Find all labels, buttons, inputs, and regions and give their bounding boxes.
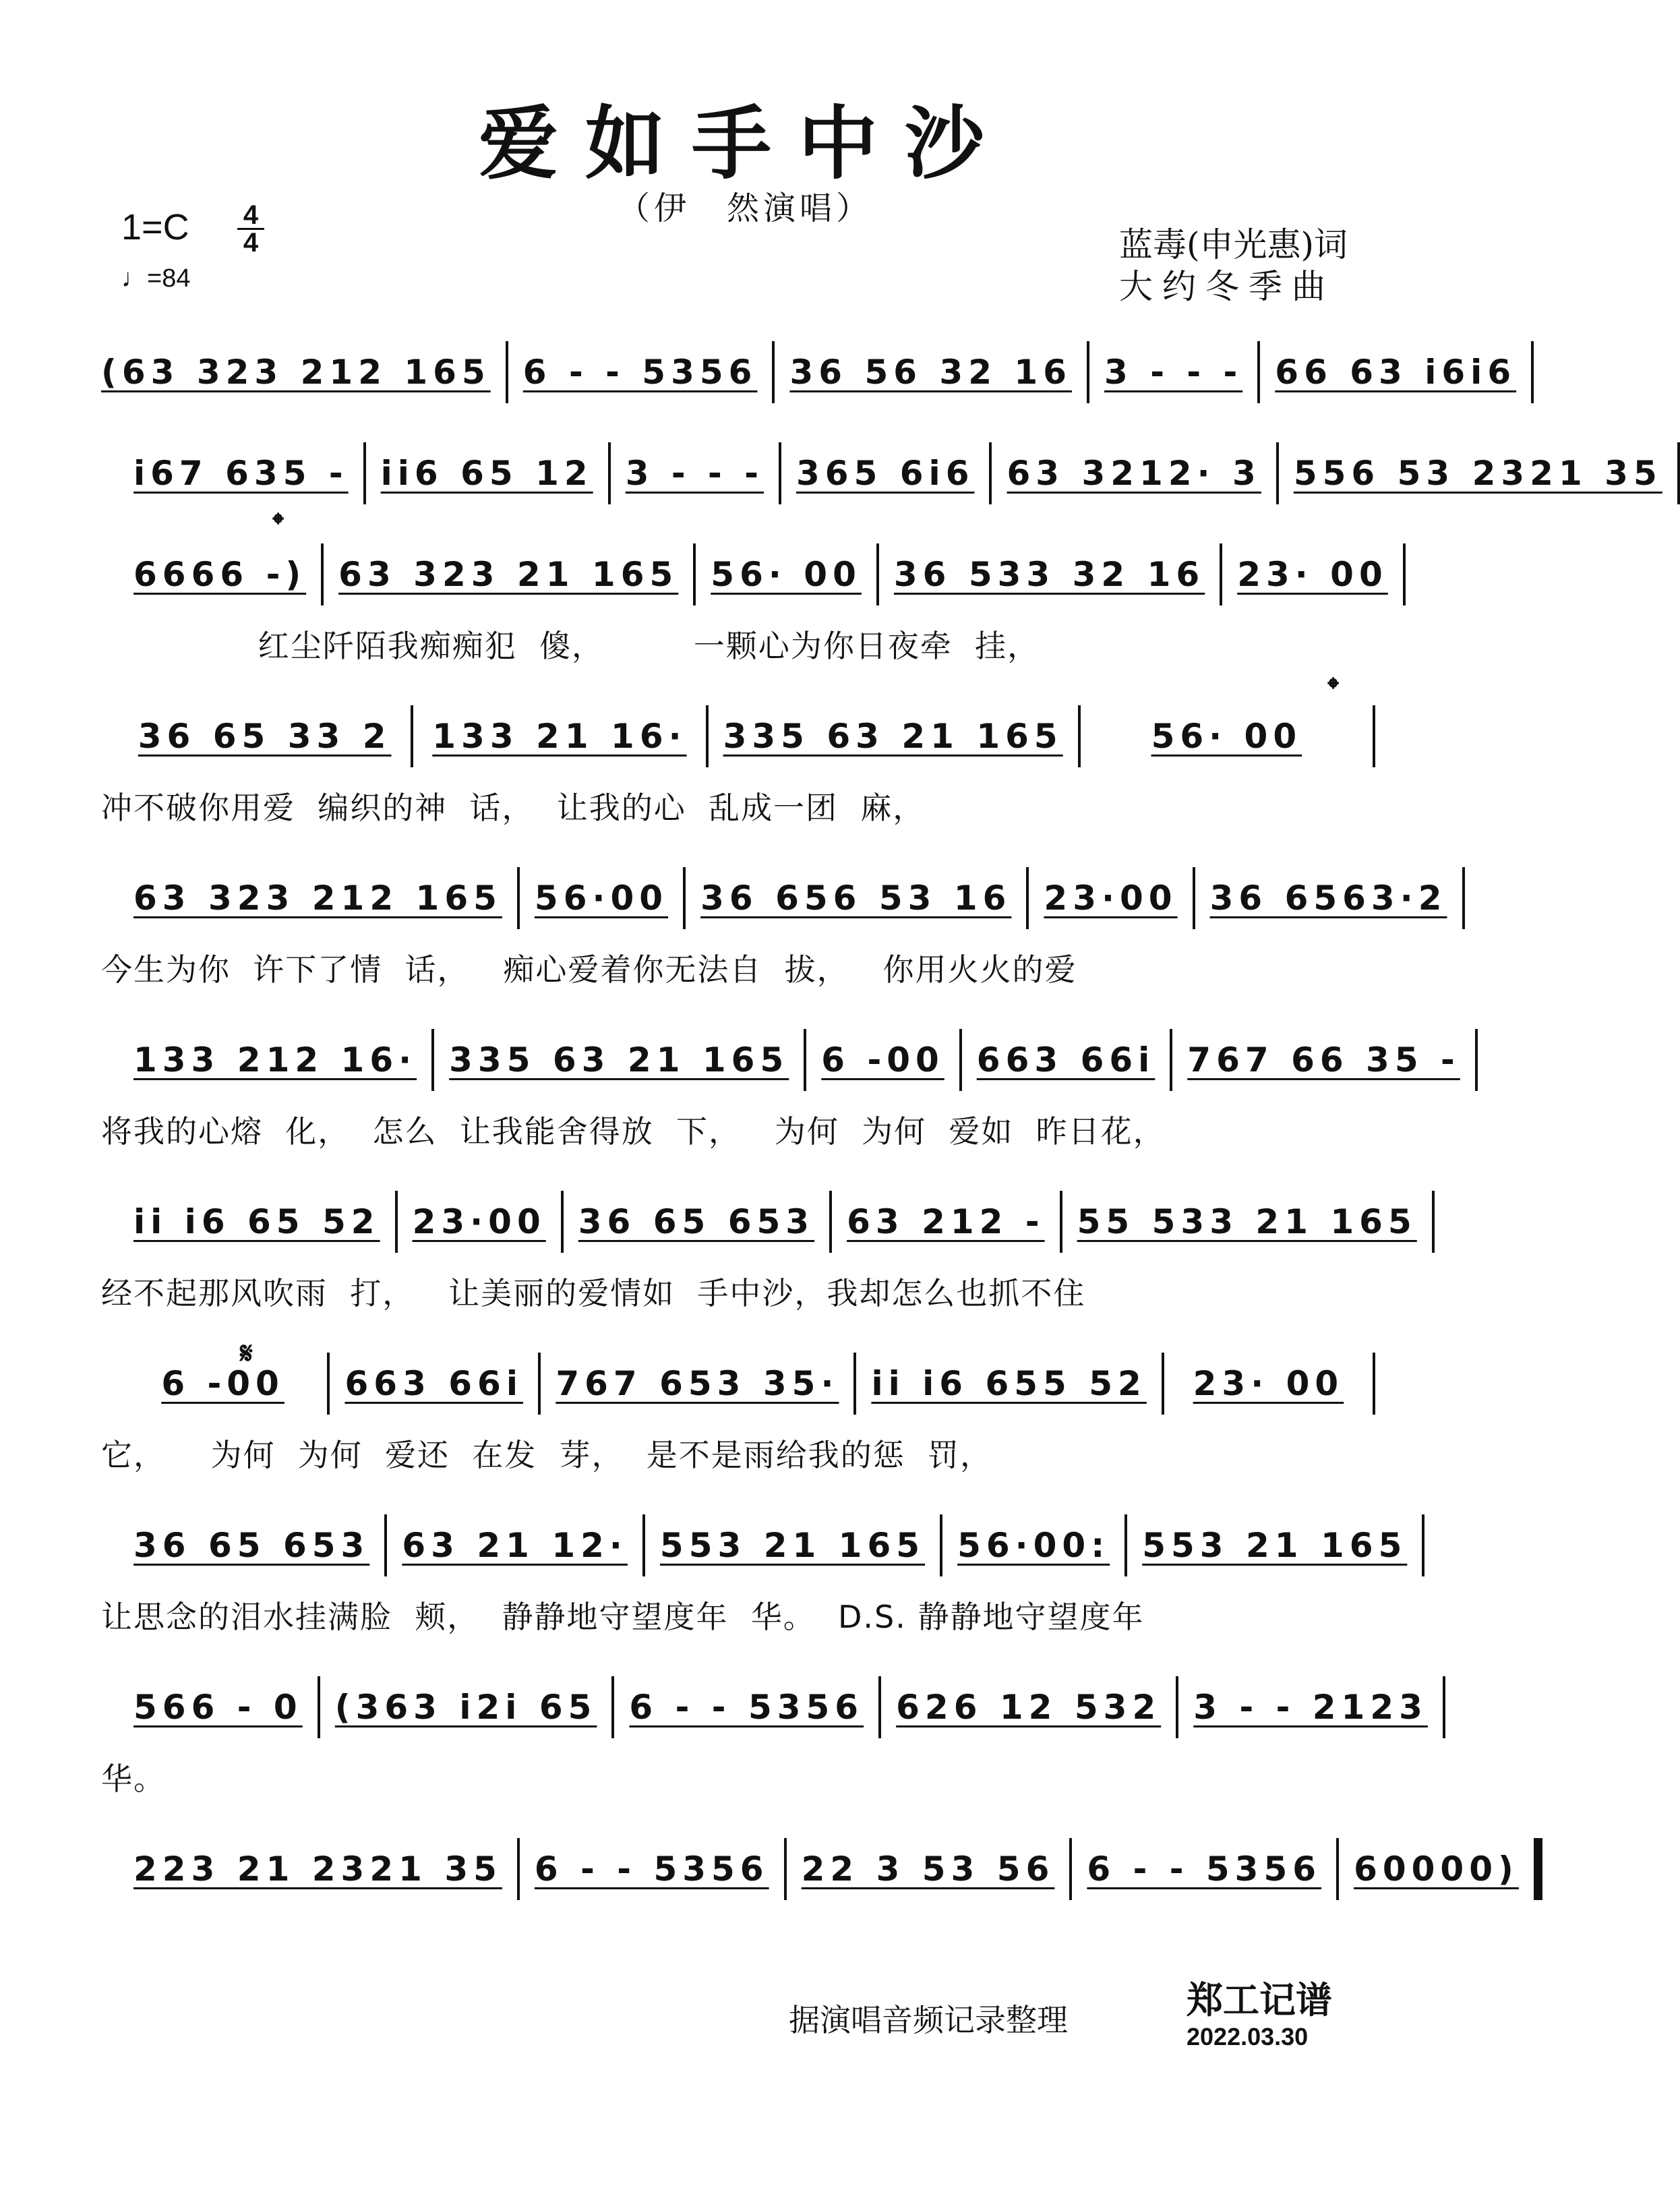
measure: 56·00 <box>534 879 669 918</box>
barline <box>642 1514 645 1576</box>
notation-row <box>101 445 1662 502</box>
measure: 22 3 53 56 <box>801 1850 1055 1889</box>
measure: 60000) <box>1354 1850 1519 1889</box>
measure: 767 653 35· <box>556 1364 839 1403</box>
notation-row <box>101 344 1517 401</box>
page-title: 爱如手中沙 <box>478 96 1011 190</box>
barline <box>683 867 686 929</box>
barline <box>1170 1029 1172 1091</box>
measure: ii6 65 12 <box>380 454 593 493</box>
barline <box>321 543 324 605</box>
measure: 36 65 33 2 <box>138 717 392 756</box>
measure: 6 - - 5356 <box>534 1850 769 1889</box>
measure: 63 21 12· <box>402 1526 628 1565</box>
measure: 566 - 0 <box>133 1688 303 1727</box>
measure: ii i6 65 52 <box>133 1202 380 1241</box>
final-barline <box>1534 1838 1542 1900</box>
time-signature-numerator: 4 <box>237 202 264 230</box>
barline <box>1220 543 1222 605</box>
lyrics-line: 将我的心熔 化， 怎么 让我能舍得放 下， 为何 为何 爱如 昨日花， <box>101 1113 1166 1150</box>
measure: 335 63 21 165 <box>449 1040 789 1080</box>
barline <box>829 1191 832 1253</box>
barline <box>517 867 520 929</box>
barline <box>561 1191 564 1253</box>
notation-row <box>101 1841 1519 1897</box>
barline <box>1257 341 1260 403</box>
lyrics-line: 冲不破你用爱 编织的神 话， 让我的心 乱成一团 麻， <box>101 790 926 826</box>
notation-row <box>101 546 1390 603</box>
transcription-note: 据演唱音频记录整理 <box>789 2002 1068 2038</box>
barline <box>853 1353 856 1415</box>
barline <box>1124 1514 1127 1576</box>
measure: 56·00: <box>957 1526 1110 1565</box>
barline <box>611 1676 614 1738</box>
measure: 63 3212· 3 <box>1007 454 1261 493</box>
measure: 6666 -) <box>133 555 307 594</box>
key-signature: 1=C <box>121 207 189 247</box>
measure: 6 - - 5356 <box>629 1688 864 1727</box>
measure: 36 6563·2 <box>1209 879 1447 918</box>
measure: 663 66i <box>344 1364 523 1403</box>
coda-icon-2: 𝄌 <box>1328 672 1339 706</box>
measure: 3 - - - <box>625 454 764 493</box>
measure: ii i6 655 52 <box>871 1364 1147 1403</box>
measure: 3 - - 2123 <box>1193 1688 1428 1727</box>
measure: 553 21 165 <box>1142 1526 1408 1565</box>
credits <box>1119 224 1348 307</box>
transcription-date: 2022.03.30 <box>1187 2023 1309 2050</box>
barline <box>318 1676 320 1738</box>
barline <box>538 1353 541 1415</box>
barline <box>1475 1029 1478 1091</box>
barline <box>431 1029 434 1091</box>
measure: 553 21 165 <box>659 1526 926 1565</box>
measure: 23·00 <box>1044 879 1178 918</box>
lyrics-line: 华。 <box>101 1761 166 1797</box>
barline <box>384 1514 387 1576</box>
measure: 133 212 16· <box>133 1040 417 1080</box>
lyricist: 蓝毒(申光惠)词 <box>1119 225 1348 264</box>
measure: 55 533 21 165 <box>1077 1202 1417 1241</box>
segno-icon: 𝄋 <box>240 1336 253 1371</box>
measure: 6 - - 5356 <box>522 353 758 392</box>
notation-row <box>101 1517 1408 1574</box>
measure: 56· 00 <box>1151 717 1302 756</box>
lyrics-line: 让思念的泪水挂满脸 颊， 静静地守望度年 华。 D.S. 静静地守望度年 <box>101 1599 1145 1635</box>
notation-row <box>101 1193 1417 1250</box>
notation-row <box>101 1679 1428 1736</box>
time-signature <box>237 202 264 256</box>
notation-row <box>101 708 1390 765</box>
barline <box>1176 1676 1178 1738</box>
brand-name: 郑工记谱 <box>1187 1979 1332 2021</box>
measure: 36 65 653 <box>133 1526 370 1565</box>
barline <box>1336 1838 1339 1900</box>
measure: 556 53 2321 35 <box>1293 454 1662 493</box>
measure: i67 635 - <box>133 454 349 493</box>
barline <box>693 543 696 605</box>
notation-row <box>101 870 1447 926</box>
barline <box>1403 543 1406 605</box>
coda-icon: 𝄌 <box>273 507 284 541</box>
barline <box>989 442 992 504</box>
barline <box>1422 1514 1424 1576</box>
measure: 663 66i <box>976 1040 1156 1080</box>
notation-row <box>101 1032 1460 1088</box>
measure: 36 656 53 16 <box>700 879 1012 918</box>
barline <box>411 705 413 767</box>
barline <box>1432 1191 1435 1253</box>
measure: 335 63 21 165 <box>723 717 1063 756</box>
barline <box>1276 442 1279 504</box>
measure: 365 6i6 <box>796 454 975 493</box>
barline <box>1531 341 1534 403</box>
measure: 56· 00 <box>711 555 862 594</box>
barline <box>517 1838 520 1900</box>
page-subtitle: （伊 然演唱） <box>617 189 872 227</box>
barline <box>804 1029 806 1091</box>
measure: 23· 00 <box>1237 555 1388 594</box>
measure: 3 - - - <box>1104 353 1243 392</box>
barline <box>1162 1353 1164 1415</box>
barline <box>878 1676 881 1738</box>
measure: 6 - - 5356 <box>1087 1850 1322 1889</box>
barline <box>506 341 508 403</box>
measure: 767 66 35 - <box>1187 1040 1460 1080</box>
barline <box>940 1514 942 1576</box>
measure: (363 i2i 65 <box>334 1688 597 1727</box>
measure: 223 21 2321 35 <box>133 1850 502 1889</box>
barline <box>876 543 879 605</box>
barline <box>1060 1191 1062 1253</box>
barline <box>363 442 366 504</box>
barline <box>608 442 611 504</box>
measure: 23·00 <box>412 1202 546 1241</box>
composer: 大约冬季曲 <box>1119 267 1335 306</box>
lyrics-line: 经不起那风吹雨 打， 让美丽的爱情如 手中沙，我却怎么也抓不住 <box>101 1275 1086 1311</box>
barline <box>959 1029 962 1091</box>
tempo-marking: ♩=84 <box>121 264 191 293</box>
barline <box>1462 867 1465 929</box>
measure: 626 12 532 <box>896 1688 1162 1727</box>
lyrics-line: 今生为你 许下了情 话， 痴心爱着你无法自 拔， 你用火火的爱 <box>101 951 1077 988</box>
measure: 133 21 16· <box>432 717 687 756</box>
barline <box>1078 705 1081 767</box>
measure: 63 323 212 165 <box>133 879 502 918</box>
measure: 6 -00 <box>161 1364 284 1403</box>
measure: 36 533 32 16 <box>893 555 1205 594</box>
barline <box>395 1191 398 1253</box>
lyrics-line: 它， 为何 为何 爱还 在发 芽， 是不是雨给我的惩 罚， <box>101 1437 992 1473</box>
barline <box>1373 705 1375 767</box>
barline <box>706 705 709 767</box>
barline <box>1087 341 1089 403</box>
measure: 23· 00 <box>1193 1364 1344 1403</box>
barline <box>772 341 775 403</box>
barline <box>1373 1353 1375 1415</box>
barline <box>1677 442 1680 504</box>
measure: 63 212 - <box>847 1202 1045 1241</box>
measure: 36 65 653 <box>578 1202 815 1241</box>
barline <box>1443 1676 1445 1738</box>
measure: 63 323 21 165 <box>338 555 679 594</box>
measure: 66 63 i6i6 <box>1275 353 1517 392</box>
measure: 36 56 32 16 <box>789 353 1072 392</box>
measure: 6 -00 <box>821 1040 944 1080</box>
barline <box>327 1353 330 1415</box>
notation-row <box>101 1355 1390 1412</box>
barline <box>784 1838 787 1900</box>
lyrics-line: 红尘阡陌我痴痴犯 傻， 一颗心为你日夜牵 挂， <box>101 628 1040 664</box>
time-signature-denominator: 4 <box>243 228 259 258</box>
barline <box>1069 1838 1072 1900</box>
barline <box>1026 867 1029 929</box>
barline <box>779 442 781 504</box>
barline <box>1193 867 1195 929</box>
measure: (63 323 212 165 <box>101 353 491 392</box>
